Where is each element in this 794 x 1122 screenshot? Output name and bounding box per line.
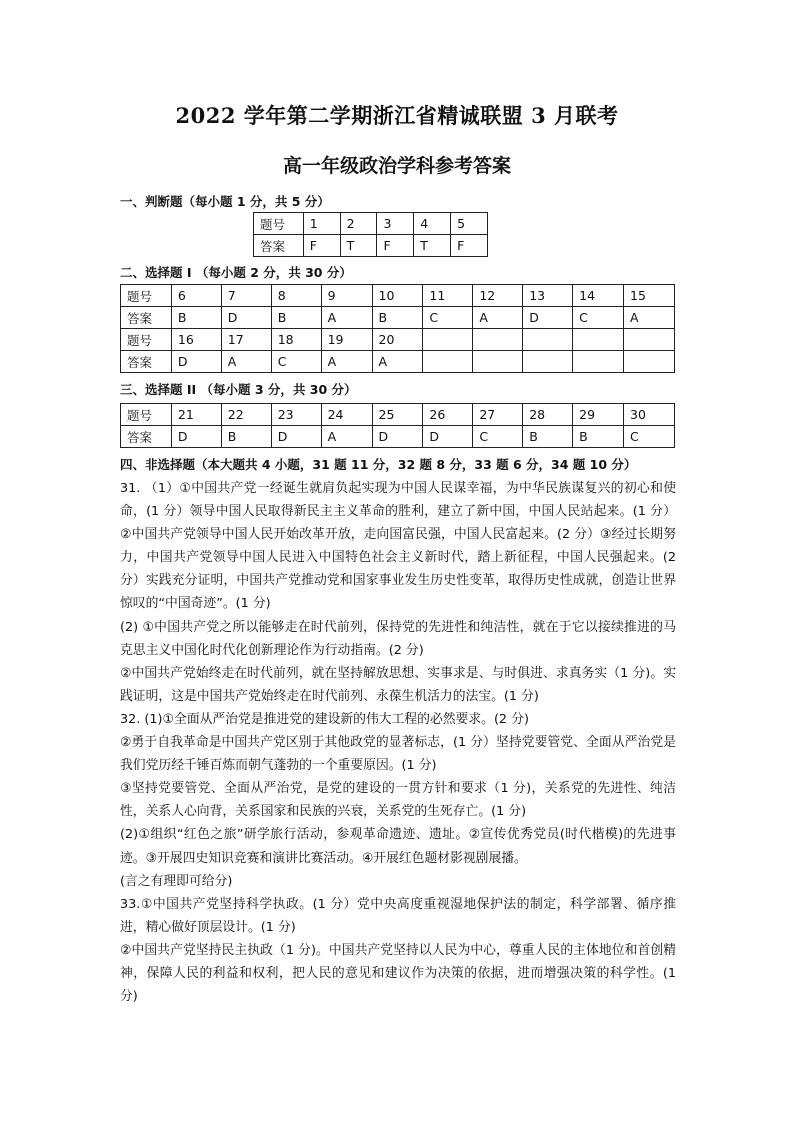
table-cell: D	[523, 307, 573, 329]
table-cell	[624, 329, 675, 351]
page-subtitle: 高一年级政治学科参考答案	[282, 155, 511, 177]
answer-paragraph: (2) ①中国共产党之所以能够走在时代前列，保持党的先进性和纯洁性，就在于它以接续推进的马克思主义中国化时代化创新理论作为行动指南。(2 分)	[120, 619, 676, 658]
table-cell: 19	[321, 329, 372, 351]
table-cell	[523, 329, 573, 351]
table-cell: 24	[321, 404, 372, 426]
table-cell: 27	[473, 404, 523, 426]
row-header-cell: 题号	[254, 213, 304, 235]
table-cell: 13	[523, 285, 573, 307]
table-row	[121, 351, 675, 373]
table-cell: D	[372, 426, 423, 448]
row-header-cell: 题号	[121, 285, 172, 307]
answer-paragraph: ③坚持党要管党、全面从严治党，是党的建设的一贯方针和要求（1 分)，关系党的先进性、纯洁性，关系人心向背，关系国家和民族的兴衰，关系党的生死存亡。(1 分)	[120, 781, 676, 820]
answer-paragraph: (2)①组织“红色之旅”研学旅行活动，参观革命遗迹、遗址。②宣传优秀党员(时代楷模)的先进事迹。③开展四史知识竞赛和演讲比赛活动。④开展红色题材影视剧展播。	[120, 827, 676, 866]
table-cell: C	[624, 426, 675, 448]
table-cell: A	[321, 426, 372, 448]
table-cell: D	[271, 426, 321, 448]
row-header-cell: 题号	[121, 329, 172, 351]
table-cell: 15	[624, 285, 675, 307]
table-row	[121, 285, 675, 307]
table-cell: 28	[523, 404, 573, 426]
table-cell: 29	[573, 404, 624, 426]
answer-paragraph: ②勇于自我革命是中国共产党区别于其他政党的显著标志，(1 分）坚持党要管党、全面从严治党是我们党历经千锤百炼而朝气蓬勃的一个重要原因。(1 分)	[120, 735, 676, 774]
table-cell: B	[573, 426, 624, 448]
table-cell: B	[171, 307, 221, 329]
table-cell	[473, 351, 523, 373]
table-cell: 21	[171, 404, 221, 426]
judgment-answer-table	[253, 212, 488, 257]
table-cell: F	[303, 235, 340, 257]
table-cell: 30	[624, 404, 675, 426]
table-cell: A	[321, 307, 372, 329]
table-cell: 16	[171, 329, 221, 351]
table-cell: 26	[423, 404, 473, 426]
section3-heading: 三、选择题 II （每小题 3 分，共 30 分）	[120, 382, 357, 397]
table-cell: 10	[372, 285, 423, 307]
table-cell: B	[372, 307, 423, 329]
table-row	[121, 404, 675, 426]
row-header-cell: 答案	[121, 426, 172, 448]
table-cell	[423, 351, 473, 373]
table-cell: A	[221, 351, 271, 373]
table-cell: 1	[303, 213, 340, 235]
table-cell: D	[221, 307, 271, 329]
table-cell: D	[171, 351, 221, 373]
table-cell: 12	[473, 285, 523, 307]
table-cell: 5	[451, 213, 488, 235]
table-cell: 17	[221, 329, 271, 351]
table-cell: A	[473, 307, 523, 329]
table-cell: B	[221, 426, 271, 448]
table-cell: C	[423, 307, 473, 329]
table-cell: F	[377, 235, 414, 257]
table-cell: 9	[321, 285, 372, 307]
table-cell: T	[340, 235, 377, 257]
answer-paragraph: ②中国共产党始终走在时代前列，就在坚持解放思想、实事求是、与时俱进、求真务实（1 分)。实践证明，这是中国共产党始终走在时代前列、永葆生机活力的法宝。(1 分)	[120, 665, 676, 704]
table-cell: 22	[221, 404, 271, 426]
table-row	[121, 307, 675, 329]
table-cell: C	[573, 307, 624, 329]
section1-heading: 一、判断题（每小题 1 分，共 5 分）	[120, 194, 330, 209]
table-cell: B	[523, 426, 573, 448]
table-cell	[624, 351, 675, 373]
table-cell: 8	[271, 285, 321, 307]
answer-paragraph: 32. (1)①全面从严治党是推进党的建设新的伟大工程的必然要求。(2 分)	[120, 711, 529, 727]
table-cell	[473, 329, 523, 351]
table-cell: 3	[377, 213, 414, 235]
row-header-cell: 答案	[254, 235, 304, 257]
row-header-cell: 答案	[121, 351, 172, 373]
table-cell: 7	[221, 285, 271, 307]
answer-paragraph: ②中国共产党坚持民主执政（1 分)。中国共产党坚持以人民为中心，尊重人民的主体地位和首创精神，保障人民的利益和权利，把人民的意见和建议作为决策的依据，进而增强决策的科学性。(1 分)	[120, 942, 676, 1005]
essay-answers	[120, 477, 676, 1008]
table-cell: 20	[372, 329, 423, 351]
table-cell: A	[321, 351, 372, 373]
row-header-cell: 题号	[121, 404, 172, 426]
section2-heading: 二、选择题 I （每小题 2 分，共 30 分）	[120, 265, 352, 280]
table-cell: 23	[271, 404, 321, 426]
table-cell: 2	[340, 213, 377, 235]
table-cell: A	[372, 351, 423, 373]
table-cell: 25	[372, 404, 423, 426]
table-cell: D	[423, 426, 473, 448]
table-cell: 4	[414, 213, 451, 235]
table-row	[121, 426, 675, 448]
answer-paragraph: 33.①中国共产党坚持科学执政。(1 分）党中央高度重视湿地保护法的制定，科学部署、循序推进，精心做好顶层设计。(1 分)	[120, 896, 676, 935]
answer-paragraph: (言之有理即可给分)	[120, 873, 233, 889]
table-cell: D	[171, 426, 221, 448]
table-cell	[573, 329, 624, 351]
table-cell: 6	[171, 285, 221, 307]
table-cell	[523, 351, 573, 373]
table-cell: 11	[423, 285, 473, 307]
answer-paragraph: 31. （1）①中国共产党一经诞生就肩负起实现为中国人民谋幸福，为中华民族谋复兴的初心和使命，(1 分）领导中国人民取得新民主主义革命的胜利，建立了新中国，中国人民站起来。(1 分）②中国共产党领导中国人民开始改革开放，走向国富民强，中国人民富起来。(2 分）③经过长期努力，中国共产党领导中国人民进入中国特色社会主义新时代，踏上新征程，中国人民强起来。(2 分）实践充分证明，中国共产党推动党和国家事业发生历史性变革，取得历史性成就，创造让世界惊叹的“中国奇迹”。(1 分)	[120, 481, 676, 612]
table-row	[254, 213, 488, 235]
table-cell: C	[271, 351, 321, 373]
table-cell: T	[414, 235, 451, 257]
table-cell: 18	[271, 329, 321, 351]
table-cell	[573, 351, 624, 373]
choice-i-answer-table	[120, 284, 675, 373]
page-title: 2022 学年第二学期浙江省精诚联盟 3 月联考	[175, 103, 619, 128]
table-cell: A	[624, 307, 675, 329]
choice-ii-answer-table	[120, 403, 675, 448]
section4-heading: 四、非选择题（本大题共 4 小题，31 题 11 分，32 题 8 分，33 题 6 分，34 题 10 分）	[120, 457, 637, 472]
table-row	[254, 235, 488, 257]
table-cell: 14	[573, 285, 624, 307]
table-cell: C	[473, 426, 523, 448]
row-header-cell: 答案	[121, 307, 172, 329]
table-cell: F	[451, 235, 488, 257]
table-cell: B	[271, 307, 321, 329]
table-cell	[423, 329, 473, 351]
table-row	[121, 329, 675, 351]
